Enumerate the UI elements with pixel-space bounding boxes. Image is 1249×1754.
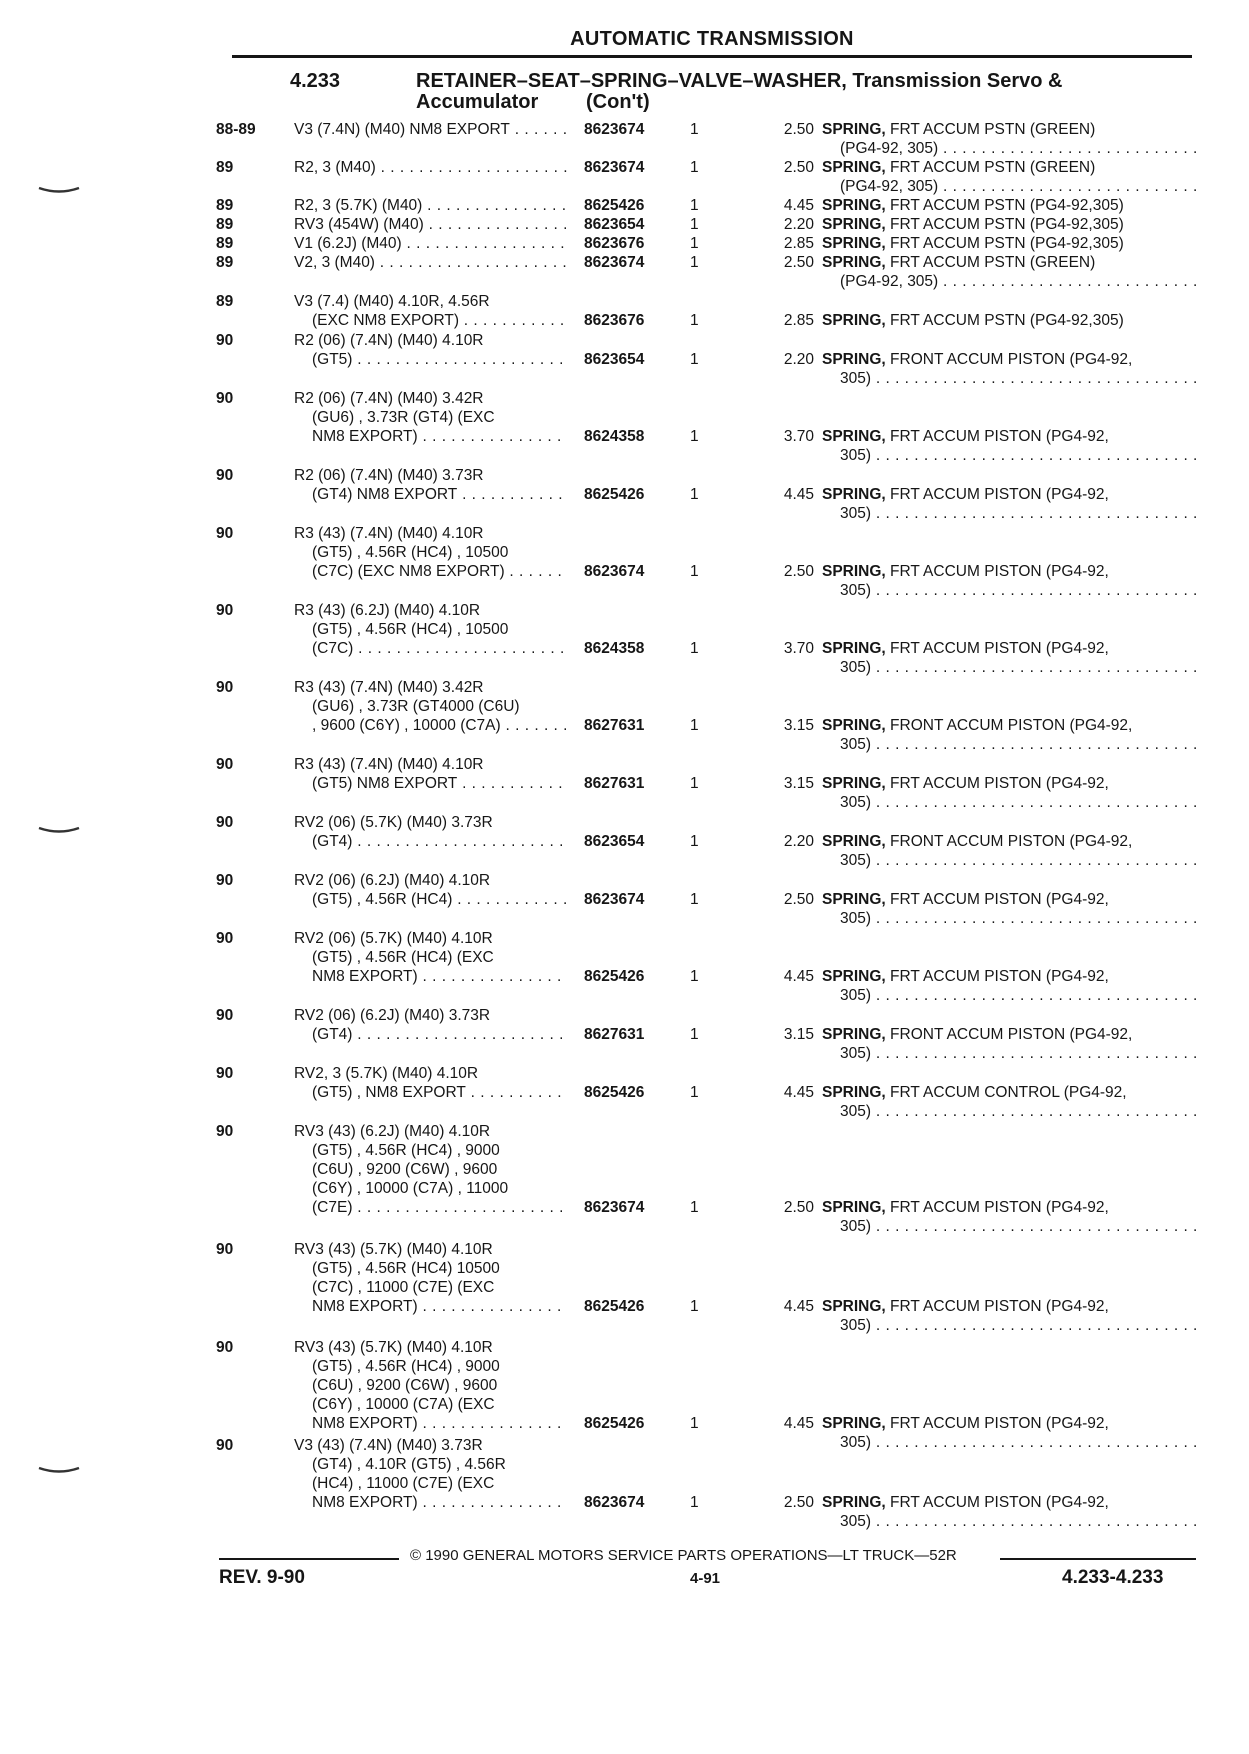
description-keyword: SPRING, bbox=[822, 428, 886, 445]
application bbox=[294, 158, 568, 177]
part-description bbox=[822, 774, 1198, 812]
application-line: RV2 (06) (5.7K) (M40) 4.10R bbox=[294, 930, 493, 947]
application-line: RV3 (454W) (M40) . . . bbox=[294, 215, 568, 234]
application-line: (C7C) (EXC NM8 EXPORT) . . . bbox=[294, 562, 568, 581]
description-keyword: SPRING, bbox=[822, 968, 886, 985]
application-line: (EXC NM8 EXPORT) . . . bbox=[294, 311, 568, 330]
application-line: RV2 (06) (6.2J) (M40) 4.10R bbox=[294, 872, 491, 889]
model-year: 90 bbox=[216, 872, 234, 889]
binder-hole-mark bbox=[38, 186, 80, 194]
part-description bbox=[822, 485, 1198, 523]
quantity: 1 bbox=[690, 216, 699, 233]
description-keyword: SPRING, bbox=[822, 775, 886, 792]
footer-section-range: 4.233-4.233 bbox=[1062, 1567, 1164, 1588]
description-text: FRT ACCUM PISTON (PG4-92, bbox=[885, 1199, 1109, 1216]
description-line bbox=[822, 120, 1198, 139]
footer-page-number: 4-91 bbox=[690, 1570, 721, 1587]
section-continued-note: (Con't) bbox=[586, 91, 650, 113]
application bbox=[294, 871, 568, 909]
quantity: 1 bbox=[690, 1494, 699, 1511]
model-year: 90 bbox=[216, 602, 234, 619]
application-line: R3 (43) (7.4N) (M40) 4.10R bbox=[294, 756, 484, 773]
application bbox=[294, 120, 568, 139]
application bbox=[294, 813, 568, 851]
description-text: FRT ACCUM PSTN (PG4-92,305) bbox=[885, 235, 1124, 252]
part-description bbox=[822, 1414, 1198, 1452]
part-description bbox=[822, 1297, 1198, 1335]
part-description bbox=[822, 1198, 1198, 1236]
model-year: 89 bbox=[216, 159, 234, 176]
application bbox=[294, 466, 568, 504]
part-number: 8625426 bbox=[584, 1084, 645, 1101]
application-line: NM8 EXPORT) . . . bbox=[294, 427, 568, 446]
part-description bbox=[822, 1025, 1198, 1063]
part-description bbox=[822, 215, 1198, 234]
price: 4.45 bbox=[783, 1298, 814, 1315]
price: 2.50 bbox=[783, 254, 814, 271]
model-year: 90 bbox=[216, 525, 234, 542]
description-continued: 305) . . . bbox=[822, 851, 1198, 870]
application bbox=[294, 524, 568, 581]
model-year: 90 bbox=[216, 679, 234, 696]
description-text: FRT ACCUM PSTN (GREEN) bbox=[885, 254, 1096, 271]
application-line: (C6U) , 9200 (C6W) , 9600 bbox=[312, 1161, 498, 1178]
application-line: R2 (06) (7.4N) (M40) 3.42R bbox=[294, 390, 484, 407]
application-line: V3 (7.4N) (M40) NM8 EXPORT . . . bbox=[294, 120, 568, 139]
quantity: 1 bbox=[690, 1298, 699, 1315]
description-text: FRT ACCUM PISTON (PG4-92, bbox=[885, 1298, 1109, 1315]
description-text: FRT ACCUM PISTON (PG4-92, bbox=[885, 1494, 1109, 1511]
part-number: 8623654 bbox=[584, 216, 645, 233]
application-line: (GT5) , NM8 EXPORT . . . bbox=[294, 1083, 568, 1102]
description-continued: 305) . . . bbox=[822, 735, 1198, 754]
description-continued: 305) . . . bbox=[822, 504, 1198, 523]
description-line bbox=[822, 1025, 1198, 1044]
application-line: R3 (43) (7.4N) (M40) 3.42R bbox=[294, 679, 484, 696]
quantity: 1 bbox=[690, 351, 699, 368]
description-text: FRT ACCUM PSTN (GREEN) bbox=[885, 159, 1096, 176]
application-line: RV2, 3 (5.7K) (M40) 4.10R bbox=[294, 1065, 479, 1082]
quantity: 1 bbox=[690, 197, 699, 214]
description-line bbox=[822, 253, 1198, 272]
description-keyword: SPRING, bbox=[822, 891, 886, 908]
description-continued: (PG4-92, 305) . . . bbox=[822, 177, 1198, 196]
description-line bbox=[822, 1198, 1198, 1217]
part-number: 8623676 bbox=[584, 235, 645, 252]
price: 3.15 bbox=[783, 1026, 814, 1043]
footer-copyright: © 1990 GENERAL MOTORS SERVICE PARTS OPERATIONS—LT TRUCK—52R bbox=[410, 1547, 957, 1564]
part-description bbox=[822, 253, 1198, 291]
part-description bbox=[822, 158, 1198, 196]
footer-revision: REV. 9-90 bbox=[219, 1567, 305, 1588]
description-line bbox=[822, 215, 1198, 234]
price: 4.45 bbox=[783, 1415, 814, 1432]
part-description bbox=[822, 311, 1198, 330]
binder-hole-mark bbox=[38, 1466, 80, 1474]
description-continued: 305) . . . bbox=[822, 658, 1198, 677]
part-number: 8625426 bbox=[584, 968, 645, 985]
description-text: FRT ACCUM PISTON (PG4-92, bbox=[885, 775, 1109, 792]
part-description bbox=[822, 967, 1198, 1005]
application-line: R2 (06) (7.4N) (M40) 3.73R bbox=[294, 467, 484, 484]
application-line: R2 (06) (7.4N) (M40) 4.10R bbox=[294, 332, 484, 349]
application bbox=[294, 234, 568, 253]
part-description bbox=[822, 427, 1198, 465]
application-line: (C6Y) , 10000 (C7A) (EXC bbox=[312, 1396, 495, 1413]
quantity: 1 bbox=[690, 159, 699, 176]
model-year: 89 bbox=[216, 197, 234, 214]
part-number: 8623674 bbox=[584, 254, 645, 271]
description-line bbox=[822, 311, 1198, 330]
section-title: RETAINER–SEAT–SPRING–VALVE–WASHER, Transmission Servo & bbox=[416, 70, 1063, 92]
price: 2.50 bbox=[783, 159, 814, 176]
application bbox=[294, 1122, 568, 1217]
application-line: (GT5) , 4.56R (HC4) , 9000 bbox=[312, 1358, 500, 1375]
part-description bbox=[822, 350, 1198, 388]
application bbox=[294, 389, 568, 446]
model-year: 89 bbox=[216, 216, 234, 233]
price: 3.15 bbox=[783, 717, 814, 734]
application bbox=[294, 253, 568, 272]
price: 2.50 bbox=[783, 1199, 814, 1216]
description-keyword: SPRING, bbox=[822, 1084, 886, 1101]
quantity: 1 bbox=[690, 833, 699, 850]
description-line bbox=[822, 158, 1198, 177]
part-number: 8624358 bbox=[584, 640, 645, 657]
quantity: 1 bbox=[690, 640, 699, 657]
application-line: (GT4) NM8 EXPORT . . . bbox=[294, 485, 568, 504]
model-year: 89 bbox=[216, 293, 234, 310]
part-number: 8627631 bbox=[584, 775, 645, 792]
price: 4.45 bbox=[783, 197, 814, 214]
part-number: 8625426 bbox=[584, 486, 645, 503]
description-keyword: SPRING, bbox=[822, 312, 886, 329]
price: 2.50 bbox=[783, 891, 814, 908]
description-text: FRT ACCUM PSTN (PG4-92,305) bbox=[885, 216, 1124, 233]
description-line bbox=[822, 639, 1198, 658]
description-line bbox=[822, 832, 1198, 851]
application bbox=[294, 215, 568, 234]
application-line: RV2 (06) (5.7K) (M40) 3.73R bbox=[294, 814, 493, 831]
quantity: 1 bbox=[690, 968, 699, 985]
application-line: (GT5) , 4.56R (HC4) (EXC bbox=[312, 949, 494, 966]
part-number: 8625426 bbox=[584, 1298, 645, 1315]
application-line: (GT5) , 4.56R (HC4) , 10500 bbox=[312, 544, 509, 561]
application-line: NM8 EXPORT) . . . bbox=[294, 1493, 568, 1512]
description-text: FRT ACCUM PISTON (PG4-92, bbox=[885, 563, 1109, 580]
model-year: 89 bbox=[216, 254, 234, 271]
description-continued: 305) . . . bbox=[822, 1433, 1198, 1452]
quantity: 1 bbox=[690, 254, 699, 271]
part-number: 8623674 bbox=[584, 891, 645, 908]
description-keyword: SPRING, bbox=[822, 833, 886, 850]
model-year: 88-89 bbox=[216, 121, 256, 138]
description-keyword: SPRING, bbox=[822, 254, 886, 271]
page-title: AUTOMATIC TRANSMISSION bbox=[570, 28, 854, 50]
model-year: 90 bbox=[216, 467, 234, 484]
description-text: FRT ACCUM PSTN (PG4-92,305) bbox=[885, 312, 1124, 329]
description-continued: 305) . . . bbox=[822, 1217, 1198, 1236]
price: 2.20 bbox=[783, 216, 814, 233]
application bbox=[294, 1338, 568, 1433]
application bbox=[294, 292, 568, 330]
application-line: (GT5) . . . bbox=[294, 350, 568, 369]
description-line bbox=[822, 967, 1198, 986]
application-line: (C7E) . . . bbox=[294, 1198, 568, 1217]
price: 4.45 bbox=[783, 968, 814, 985]
description-text: FRT ACCUM PISTON (PG4-92, bbox=[885, 640, 1109, 657]
description-continued: 305) . . . bbox=[822, 446, 1198, 465]
quantity: 1 bbox=[690, 121, 699, 138]
description-text: FRT ACCUM PSTN (GREEN) bbox=[885, 121, 1096, 138]
model-year: 89 bbox=[216, 235, 234, 252]
description-line bbox=[822, 716, 1198, 735]
application-line: NM8 EXPORT) . . . bbox=[294, 1297, 568, 1316]
quantity: 1 bbox=[690, 1199, 699, 1216]
description-line bbox=[822, 350, 1198, 369]
application bbox=[294, 929, 568, 986]
application-line: (GT4) . . . bbox=[294, 1025, 568, 1044]
application bbox=[294, 678, 568, 735]
application-line: V3 (7.4) (M40) 4.10R, 4.56R bbox=[294, 293, 490, 310]
description-text: FRT ACCUM PISTON (PG4-92, bbox=[885, 968, 1109, 985]
price: 2.85 bbox=[783, 312, 814, 329]
model-year: 90 bbox=[216, 756, 234, 773]
quantity: 1 bbox=[690, 1026, 699, 1043]
application-line: (C6U) , 9200 (C6W) , 9600 bbox=[312, 1377, 498, 1394]
application bbox=[294, 196, 568, 215]
description-text: FRONT ACCUM PISTON (PG4-92, bbox=[885, 1026, 1133, 1043]
application-line: (C7C) , 11000 (C7E) (EXC bbox=[312, 1279, 495, 1296]
application-line: V2, 3 (M40) . . . bbox=[294, 253, 568, 272]
part-number: 8627631 bbox=[584, 717, 645, 734]
description-keyword: SPRING, bbox=[822, 121, 886, 138]
application-line: (GT4) . . . bbox=[294, 832, 568, 851]
application-line: RV3 (43) (5.7K) (M40) 4.10R bbox=[294, 1339, 493, 1356]
application-line: RV3 (43) (5.7K) (M40) 4.10R bbox=[294, 1241, 493, 1258]
description-text: FRT ACCUM PISTON (PG4-92, bbox=[885, 1415, 1109, 1432]
application-line: (C6Y) , 10000 (C7A) , 11000 bbox=[312, 1180, 509, 1197]
application bbox=[294, 1436, 568, 1512]
model-year: 90 bbox=[216, 1241, 234, 1258]
part-description bbox=[822, 120, 1198, 158]
part-description bbox=[822, 562, 1198, 600]
model-year: 90 bbox=[216, 814, 234, 831]
model-year: 90 bbox=[216, 930, 234, 947]
description-continued: 305) . . . bbox=[822, 1512, 1198, 1531]
application bbox=[294, 1006, 568, 1044]
part-number: 8627631 bbox=[584, 1026, 645, 1043]
application-line: (GT5) , 4.56R (HC4) , 10500 bbox=[312, 621, 509, 638]
section-number: 4.233 bbox=[290, 70, 341, 92]
application-line: (GT5) , 4.56R (HC4) . . . bbox=[294, 890, 568, 909]
description-keyword: SPRING, bbox=[822, 197, 886, 214]
description-line bbox=[822, 774, 1198, 793]
part-description bbox=[822, 196, 1198, 215]
binder-hole-mark bbox=[38, 826, 80, 834]
part-number: 8623676 bbox=[584, 312, 645, 329]
part-number: 8623674 bbox=[584, 563, 645, 580]
price: 2.85 bbox=[783, 235, 814, 252]
part-description bbox=[822, 234, 1198, 253]
description-keyword: SPRING, bbox=[822, 486, 886, 503]
model-year: 90 bbox=[216, 1123, 234, 1140]
application bbox=[294, 1064, 568, 1102]
description-keyword: SPRING, bbox=[822, 717, 886, 734]
description-continued: 305) . . . bbox=[822, 369, 1198, 388]
quantity: 1 bbox=[690, 1415, 699, 1432]
price: 3.70 bbox=[783, 640, 814, 657]
description-keyword: SPRING, bbox=[822, 1199, 886, 1216]
application-line: (C7C) . . . bbox=[294, 639, 568, 658]
model-year: 90 bbox=[216, 1437, 234, 1454]
description-line bbox=[822, 1414, 1198, 1433]
application-line: (GT4) , 4.10R (GT5) , 4.56R bbox=[312, 1456, 506, 1473]
application-line: (GT5) , 4.56R (HC4) , 9000 bbox=[312, 1142, 500, 1159]
description-line bbox=[822, 1493, 1198, 1512]
description-keyword: SPRING, bbox=[822, 1298, 886, 1315]
application-line: (HC4) , 11000 (C7E) (EXC bbox=[312, 1475, 495, 1492]
quantity: 1 bbox=[690, 312, 699, 329]
part-description bbox=[822, 639, 1198, 677]
section-title-continued: Accumulator bbox=[416, 91, 539, 113]
part-number: 8623674 bbox=[584, 121, 645, 138]
part-number: 8624358 bbox=[584, 428, 645, 445]
description-text: FRT ACCUM PISTON (PG4-92, bbox=[885, 891, 1109, 908]
application bbox=[294, 331, 568, 369]
application-line: R3 (43) (6.2J) (M40) 4.10R bbox=[294, 602, 481, 619]
price: 4.45 bbox=[783, 486, 814, 503]
quantity: 1 bbox=[690, 1084, 699, 1101]
description-keyword: SPRING, bbox=[822, 216, 886, 233]
application-line: RV2 (06) (6.2J) (M40) 3.73R bbox=[294, 1007, 491, 1024]
description-continued: 305) . . . bbox=[822, 986, 1198, 1005]
description-continued: 305) . . . bbox=[822, 909, 1198, 928]
price: 3.15 bbox=[783, 775, 814, 792]
description-keyword: SPRING, bbox=[822, 1494, 886, 1511]
description-continued: 305) . . . bbox=[822, 793, 1198, 812]
application bbox=[294, 601, 568, 658]
description-text: FRONT ACCUM PISTON (PG4-92, bbox=[885, 833, 1133, 850]
description-line bbox=[822, 196, 1198, 215]
description-continued: (PG4-92, 305) . . . bbox=[822, 272, 1198, 291]
part-description bbox=[822, 1493, 1198, 1531]
application-line: , 9600 (C6Y) , 10000 (C7A) . . . bbox=[294, 716, 568, 735]
price: 4.45 bbox=[783, 1084, 814, 1101]
part-description bbox=[822, 716, 1198, 754]
application-line: V3 (43) (7.4N) (M40) 3.73R bbox=[294, 1437, 483, 1454]
part-number: 8623674 bbox=[584, 1494, 645, 1511]
description-keyword: SPRING, bbox=[822, 640, 886, 657]
part-description bbox=[822, 890, 1198, 928]
application-line: (GT5) , 4.56R (HC4) 10500 bbox=[312, 1260, 500, 1277]
quantity: 1 bbox=[690, 428, 699, 445]
price: 2.20 bbox=[783, 833, 814, 850]
footer-rule bbox=[1000, 1558, 1196, 1560]
quantity: 1 bbox=[690, 891, 699, 908]
description-line bbox=[822, 485, 1198, 504]
description-keyword: SPRING, bbox=[822, 235, 886, 252]
description-keyword: SPRING, bbox=[822, 1026, 886, 1043]
description-line bbox=[822, 234, 1198, 253]
quantity: 1 bbox=[690, 486, 699, 503]
description-continued: 305) . . . bbox=[822, 581, 1198, 600]
description-line bbox=[822, 890, 1198, 909]
application-line: NM8 EXPORT) . . . bbox=[294, 1414, 568, 1433]
quantity: 1 bbox=[690, 717, 699, 734]
description-continued: 305) . . . bbox=[822, 1316, 1198, 1335]
description-line bbox=[822, 562, 1198, 581]
description-text: FRT ACCUM PISTON (PG4-92, bbox=[885, 428, 1109, 445]
description-continued: 305) . . . bbox=[822, 1102, 1198, 1121]
part-number: 8625426 bbox=[584, 1415, 645, 1432]
model-year: 90 bbox=[216, 390, 234, 407]
description-text: FRT ACCUM PSTN (PG4-92,305) bbox=[885, 197, 1124, 214]
price: 2.50 bbox=[783, 121, 814, 138]
application-line: (GU6) , 3.73R (GT4000 (C6U) bbox=[312, 698, 520, 715]
part-number: 8623654 bbox=[584, 833, 645, 850]
application-line: (GU6) , 3.73R (GT4) (EXC bbox=[312, 409, 495, 426]
application-line: NM8 EXPORT) . . . bbox=[294, 967, 568, 986]
model-year: 90 bbox=[216, 332, 234, 349]
part-number: 8623674 bbox=[584, 159, 645, 176]
model-year: 90 bbox=[216, 1339, 234, 1356]
description-continued: (PG4-92, 305) . . . bbox=[822, 139, 1198, 158]
application-line: RV3 (43) (6.2J) (M40) 4.10R bbox=[294, 1123, 491, 1140]
quantity: 1 bbox=[690, 775, 699, 792]
application bbox=[294, 755, 568, 793]
model-year: 90 bbox=[216, 1065, 234, 1082]
description-text: FRT ACCUM CONTROL (PG4-92, bbox=[885, 1084, 1127, 1101]
part-number: 8623674 bbox=[584, 1199, 645, 1216]
description-text: FRT ACCUM PISTON (PG4-92, bbox=[885, 486, 1109, 503]
description-keyword: SPRING, bbox=[822, 1415, 886, 1432]
application-line: R2, 3 (5.7K) (M40) . . . bbox=[294, 196, 568, 215]
part-description bbox=[822, 832, 1198, 870]
application-line: (GT5) NM8 EXPORT . . . bbox=[294, 774, 568, 793]
part-description bbox=[822, 1083, 1198, 1121]
footer-rule bbox=[219, 1558, 399, 1560]
price: 2.20 bbox=[783, 351, 814, 368]
description-keyword: SPRING, bbox=[822, 159, 886, 176]
description-text: FRONT ACCUM PISTON (PG4-92, bbox=[885, 351, 1133, 368]
description-line bbox=[822, 1297, 1198, 1316]
description-continued: 305) . . . bbox=[822, 1044, 1198, 1063]
application-line: R2, 3 (M40) . . . bbox=[294, 158, 568, 177]
description-keyword: SPRING, bbox=[822, 563, 886, 580]
part-number: 8625426 bbox=[584, 197, 645, 214]
model-year: 90 bbox=[216, 1007, 234, 1024]
quantity: 1 bbox=[690, 563, 699, 580]
quantity: 1 bbox=[690, 235, 699, 252]
description-line bbox=[822, 427, 1198, 446]
description-keyword: SPRING, bbox=[822, 351, 886, 368]
header-rule bbox=[232, 55, 1192, 58]
price: 2.50 bbox=[783, 563, 814, 580]
description-text: FRONT ACCUM PISTON (PG4-92, bbox=[885, 717, 1133, 734]
price: 2.50 bbox=[783, 1494, 814, 1511]
price: 3.70 bbox=[783, 428, 814, 445]
description-line bbox=[822, 1083, 1198, 1102]
part-number: 8623654 bbox=[584, 351, 645, 368]
application-line: V1 (6.2J) (M40) . . . bbox=[294, 234, 568, 253]
application-line: R3 (43) (7.4N) (M40) 4.10R bbox=[294, 525, 484, 542]
application bbox=[294, 1240, 568, 1316]
